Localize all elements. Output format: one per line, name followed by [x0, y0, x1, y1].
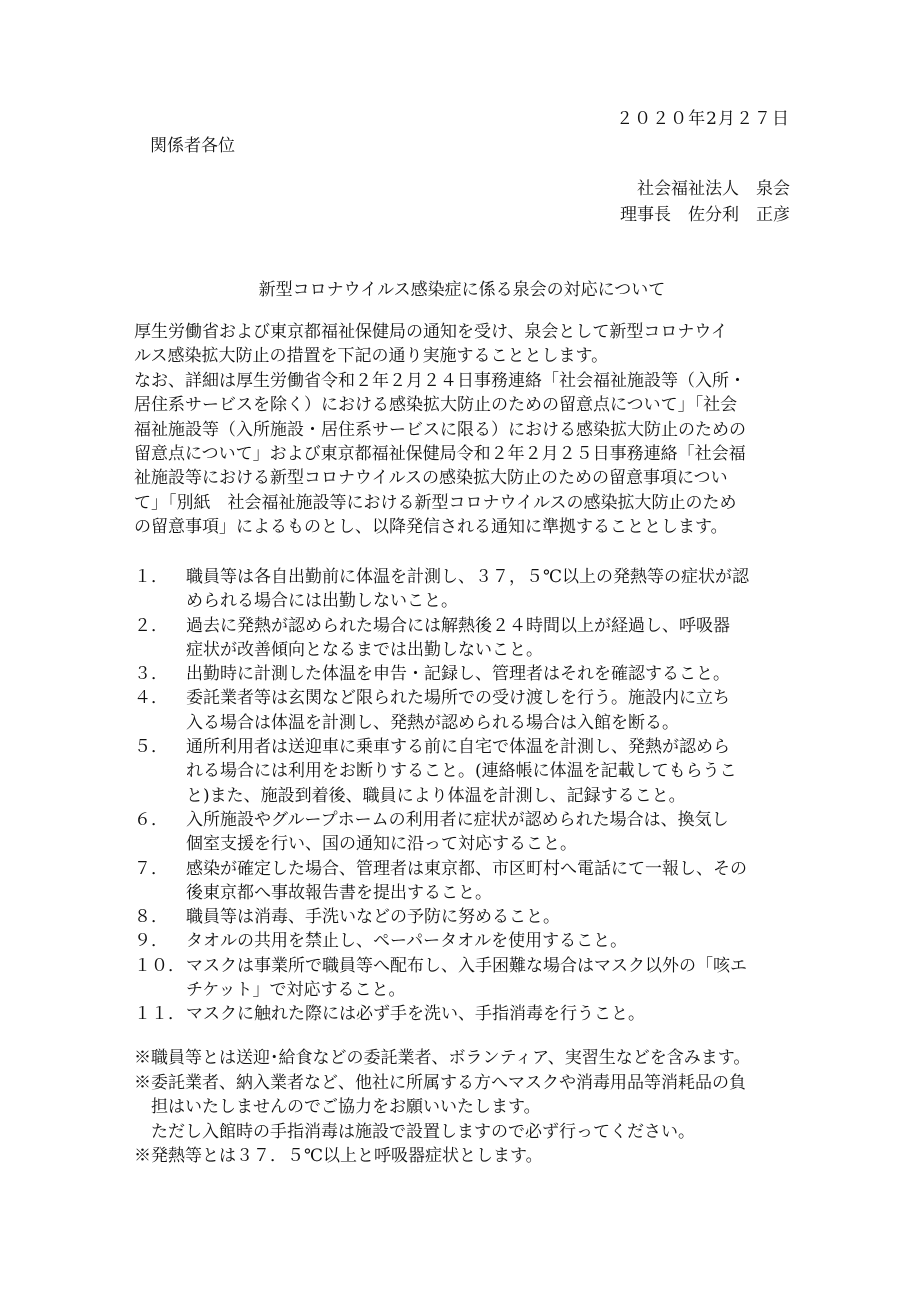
- list-item-text: [186, 954, 804, 1003]
- list-item-line: チケット」で対応すること。: [186, 980, 406, 1001]
- list-item-line: と)また、施設到着後、職員により体温を計測し、記録すること。: [186, 785, 686, 806]
- list-item-text: [186, 1002, 804, 1026]
- list-item: [134, 954, 804, 1003]
- list-item-number: ２．: [134, 615, 168, 636]
- sender-organization: 社会福祉法人 泉会: [637, 179, 790, 199]
- notes-section: [134, 1046, 804, 1169]
- intro-line: なお、詳細は厚生労働省令和２年２月２４日事務連絡「社会福祉施設等（入所・: [134, 370, 746, 391]
- note-line: ※職員等とは送迎･給食などの委託業者、ボランティア、実習生などを含みます。: [134, 1048, 751, 1068]
- list-item-line: 入る場合は体温を計測し、発熱が認められる場合は入館を断る。: [186, 712, 679, 733]
- intro-line: 福祉施設等（入所施設・居住系サービスに限る）における感染拡大防止のための: [134, 419, 746, 440]
- list-item-line: マスクに触れた際には必ず手を洗い、手指消毒を行うこと。: [186, 1004, 645, 1025]
- list-item: [134, 614, 804, 663]
- list-item-line: れる場合には利用をお断りすること。(連絡帳に体温を記載してもらうこ: [186, 761, 737, 782]
- list-item: [134, 565, 804, 614]
- list-item: [134, 929, 804, 953]
- list-item-line: 個室支援を行い、国の通知に沿って対応すること。: [186, 834, 577, 855]
- intro-line: 居住系サービスを除く）における感染拡大防止のための留意点について」「社会: [134, 395, 738, 416]
- list-item-text: [186, 929, 804, 953]
- addressee: 関係者各位: [150, 136, 235, 156]
- sender-person: 理事長 佐分利 正彦: [620, 205, 790, 225]
- list-item-text: [186, 857, 804, 906]
- note-line: ※発熱等とは３７．５℃以上と呼吸器症状とします。: [134, 1146, 543, 1167]
- note-line: 担はいたしませんのでご協力をお願いいたします。: [151, 1097, 541, 1118]
- intro-line: 祉施設等における新型コロナウイルスの感染拡大防止のための留意事項につい: [134, 468, 728, 489]
- list-item: [134, 686, 804, 735]
- list-item-text: [186, 905, 804, 929]
- list-item-number: ４．: [134, 688, 168, 709]
- list-item-line: 職員等は各自出勤前に体温を計測し、３７，５℃以上の発熱等の症状が認: [186, 567, 750, 587]
- list-item-number: ９．: [134, 931, 168, 952]
- list-item: [134, 857, 804, 906]
- document-title: 新型コロナウイルス感染症に係る泉会の対応について: [258, 280, 666, 300]
- list-item-line: 委託業者等は玄関など限られた場所での受け渡しを行う。施設内に立ち: [186, 688, 730, 709]
- list-item-line: 症状が改善傾向となるまでは出勤しないこと。: [186, 639, 543, 660]
- intro-line: 厚生労働省および東京都福祉保健局の通知を受け、泉会として新型コロナウイ: [134, 322, 728, 342]
- list-item-text: [186, 735, 804, 808]
- list-item-text: [186, 808, 804, 857]
- list-item-line: 後東京都へ事故報告書を提出すること。: [186, 882, 492, 903]
- list-item-line: タオルの共用を禁止し、ペーパータオルを使用すること。: [186, 931, 628, 952]
- list-item-line: 感染が確定した場合、管理者は東京都、市区町村へ電話にて一報し、その: [186, 858, 747, 879]
- list-item-text: [186, 614, 804, 663]
- intro-paragraph: [134, 320, 794, 540]
- list-item: [134, 905, 804, 929]
- list-item: [134, 1002, 804, 1026]
- list-item-line: 出勤時に計測した体温を申告・記録し、管理者はそれを確認すること。: [186, 664, 730, 685]
- intro-line: 留意点について」および東京都福祉保健局令和２年２月２５日事務連絡「社会福: [134, 443, 746, 464]
- list-item-text: [186, 565, 804, 614]
- list-item-number: １０．: [134, 955, 185, 976]
- intro-line: ルス感染拡大防止の措置を下記の通り実施することとします。: [134, 346, 609, 367]
- list-item-line: 入所施設やグループホームの利用者に症状が認められた場合は、換気し: [186, 809, 729, 830]
- list-item-line: 通所利用者は送迎車に乗車する前に自宅で体温を計測し、発熱が認めら: [186, 737, 730, 758]
- document-date: ２０２０年2月２７日: [616, 109, 790, 129]
- list-item-number: ８．: [134, 907, 168, 928]
- list-item-text: [186, 686, 804, 735]
- intro-line: て」「別紙 社会福祉施設等における新型コロナウイルスの感染拡大防止のため: [134, 492, 737, 513]
- list-item-line: マスクは事業所で職員等へ配布し、入手困難な場合はマスク以外の「咳エ: [186, 955, 747, 976]
- list-item-number: ３．: [134, 664, 168, 685]
- list-item: [134, 662, 804, 686]
- list-item-line: められる場合には出勤しないこと。: [186, 591, 458, 612]
- list-item: [134, 735, 804, 808]
- sender-block: [620, 176, 790, 228]
- list-item-number: １．: [134, 567, 168, 587]
- list-item-number: ７．: [134, 858, 168, 879]
- list-item-number: ５．: [134, 737, 168, 758]
- list-item-text: [186, 662, 804, 686]
- list-item-line: 職員等は消毒、手洗いなどの予防に努めること。: [186, 907, 560, 928]
- list-item-number: １１．: [134, 1004, 185, 1025]
- list-item-line: 過去に発熱が認められた場合には解熱後２４時間以上が経過し、呼吸器: [186, 615, 730, 636]
- list-item-number: ６．: [134, 809, 168, 830]
- note-line: ただし入館時の手指消毒は施設で設置しますので必ず行ってください。: [151, 1121, 695, 1142]
- note-line: ※委託業者、納入業者など、他社に所属する方へマスクや消毒用品等消耗品の負: [134, 1072, 746, 1093]
- measures-list: [134, 565, 804, 1027]
- intro-line: の留意事項」によるものとし、以降発信される通知に準拠することとします。: [134, 517, 728, 538]
- list-item: [134, 808, 804, 857]
